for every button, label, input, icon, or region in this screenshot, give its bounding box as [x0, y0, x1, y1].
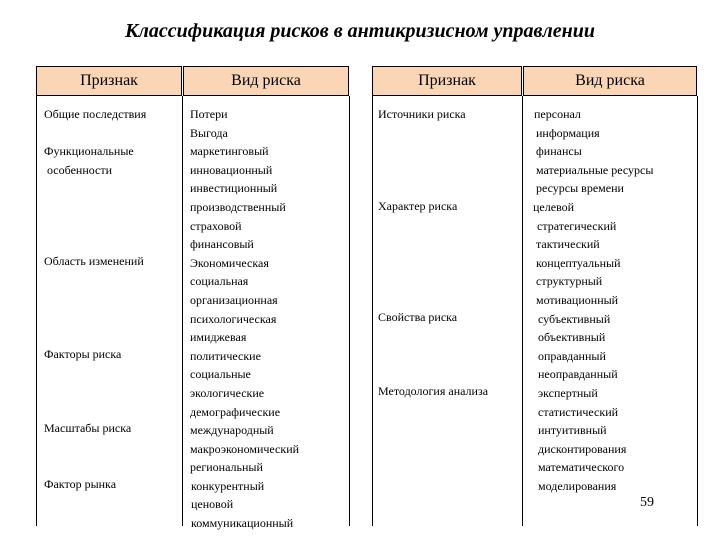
feature-line: Функциональные	[44, 144, 134, 158]
risk-type-item: персонал	[534, 107, 581, 121]
table-border-line	[697, 96, 698, 526]
risk-type-item: производственный	[190, 199, 286, 214]
risk-type-item: международный	[190, 423, 274, 438]
risk-type-item: организационная	[190, 292, 278, 307]
risk-type-item: демографические	[190, 404, 281, 419]
risk-type-item: региональный	[190, 460, 263, 475]
feature-cell	[44, 105, 146, 124]
feature-cell	[44, 475, 116, 494]
risk-type-item: материальные ресурсы	[536, 162, 654, 177]
risk-type-item: имиджевая	[190, 330, 247, 345]
risk-type-item: инновационный	[190, 162, 273, 177]
feature-line: Масштабы риска	[44, 421, 132, 435]
risk-type-item: структурный	[536, 274, 603, 289]
risk-type-item: коммуникационный	[191, 516, 294, 531]
risk-type-item: ресурсы времени	[536, 181, 624, 196]
risk-type-item: экологические	[190, 385, 265, 400]
risk-type-item: стратегический	[537, 218, 617, 233]
feature-line: Методология анализа	[378, 384, 489, 398]
table-border-line	[372, 96, 373, 526]
risk-type-item: психологическая	[190, 311, 277, 326]
header-risk-type-right: Вид риска	[523, 66, 697, 96]
risk-type-item: Потери	[190, 107, 228, 121]
header-risk-type-left: Вид риска	[183, 66, 349, 96]
table-border-line	[182, 96, 183, 526]
risk-type-item: страховой	[190, 218, 242, 233]
feature-line: Область изменений	[44, 254, 144, 268]
risk-type-item: моделирования	[538, 478, 617, 493]
risk-type-item: объективный	[538, 330, 606, 345]
feature-cell	[378, 197, 457, 216]
feature-cell	[44, 345, 121, 364]
risk-types-list-right	[533, 105, 653, 495]
risk-type-item: интуитивный	[538, 423, 607, 438]
risk-type-item: финансы	[536, 144, 582, 159]
risk-type-item: социальная	[190, 274, 249, 289]
risk-type-item: оправданный	[538, 348, 606, 363]
risk-type-item: Экономическая	[190, 255, 269, 270]
feature-line: Характер риска	[378, 199, 458, 213]
header-feature-right: Признак	[372, 66, 522, 96]
table-border-line	[522, 96, 523, 526]
risk-type-item: Выгода	[190, 125, 228, 140]
feature-line: Факторы риска	[44, 347, 122, 361]
risk-type-item: дисконтирования	[538, 441, 627, 456]
feature-cell	[44, 419, 131, 438]
feature-cell	[378, 382, 488, 401]
slide-title: Классификация рисков в антикризисном управлении	[125, 20, 595, 42]
risk-type-item: целевой	[533, 199, 575, 214]
risk-type-item: политические	[190, 348, 261, 363]
feature-line: Свойства риска	[378, 310, 458, 324]
risk-type-item: концептуальный	[536, 255, 621, 270]
table-border-line	[349, 96, 350, 526]
feature-cell	[378, 105, 466, 124]
risk-type-item: маркетинговый	[190, 144, 269, 159]
feature-line: Фактор рынка	[44, 477, 117, 491]
feature-line: Общие последствия	[44, 107, 147, 121]
risk-type-item: социальные	[190, 367, 251, 382]
table-border-line	[36, 96, 37, 526]
risk-type-item: ценовой	[191, 497, 234, 512]
risk-type-item: тактический	[536, 237, 600, 252]
feature-cell	[44, 252, 144, 271]
risk-type-item: экспертный	[538, 385, 598, 400]
feature-cell	[44, 142, 134, 179]
risk-type-item: информация	[536, 125, 600, 140]
risk-type-item: математического	[538, 460, 625, 475]
risk-type-item: субъективный	[538, 311, 611, 326]
risk-type-item: конкурентный	[191, 478, 265, 493]
header-feature-left: Признак	[36, 66, 182, 96]
page-number: 59	[640, 495, 654, 510]
feature-cell	[378, 308, 457, 327]
risk-type-item: мотивационный	[536, 292, 619, 307]
risk-type-item: инвестиционный	[190, 181, 278, 196]
risk-type-item: финансовый	[190, 237, 254, 252]
risk-type-item: макроэкономический	[190, 441, 300, 456]
feature-line: Источники риска	[378, 107, 466, 121]
risk-types-list-left	[190, 105, 299, 533]
risk-type-item: статистический	[538, 404, 619, 419]
feature-line: особенности	[47, 162, 113, 177]
risk-type-item: неоправданный	[538, 367, 618, 382]
